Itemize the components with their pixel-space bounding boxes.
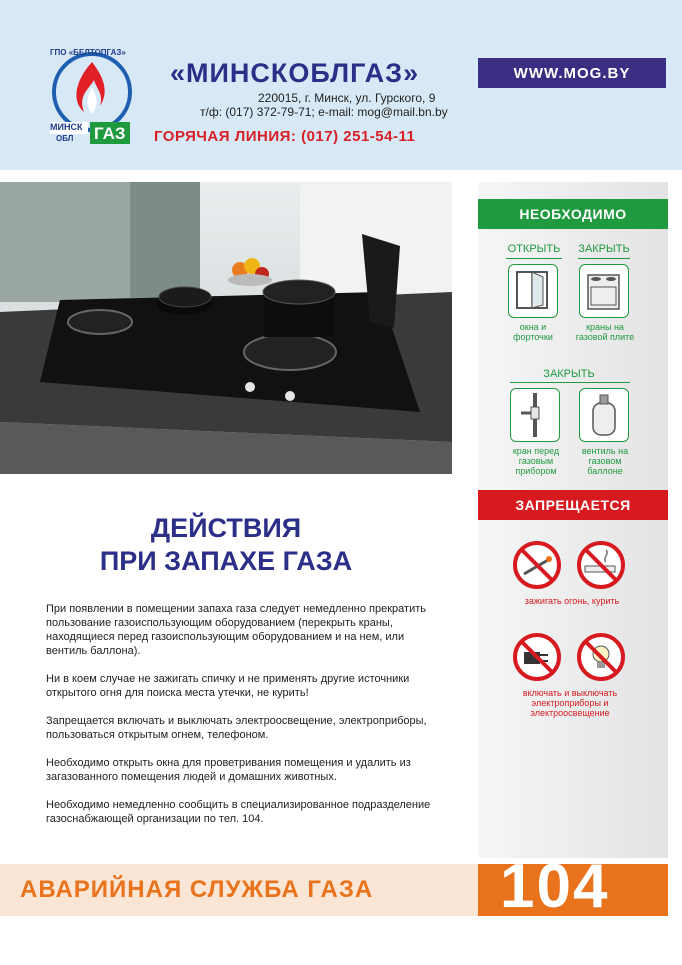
required-heading: НЕОБХОДИМО bbox=[478, 199, 668, 229]
emergency-number: 104 bbox=[500, 852, 610, 921]
main-title-line2: ПРИ ЗАПАХЕ ГАЗА bbox=[99, 546, 353, 576]
company-address: 220015, г. Минск, ул. Гурского, 9 bbox=[258, 91, 436, 105]
logo-text-gaz: ГАЗ bbox=[94, 124, 126, 143]
instruction-paragraph: Необходимо немедленно сообщить в специализированное подразделение газоснабжающей организации по тел. 104. bbox=[46, 799, 431, 825]
instruction-paragraph: Необходимо открыть окна для проветривания помещения и удалить из загазованного помещения людей и домашних животных. bbox=[46, 757, 411, 783]
open-label: ОТКРЫТЬ bbox=[507, 243, 561, 255]
window-caption: окна и форточки bbox=[513, 322, 553, 342]
logo-top-text: ГПО «БЕЛТОПГАЗ» bbox=[50, 48, 126, 57]
gas-valve-icon bbox=[510, 388, 560, 442]
forbidden-caption-fire: зажигать огонь, курить bbox=[524, 596, 620, 606]
no-smoking-icon bbox=[576, 540, 626, 590]
no-match-icon bbox=[512, 540, 562, 590]
no-plug-icon bbox=[512, 632, 562, 682]
instructions-text bbox=[46, 602, 446, 840]
window-icon bbox=[508, 264, 558, 318]
safety-panel bbox=[478, 182, 668, 858]
main-title-line1: ДЕЙСТВИЯ bbox=[150, 513, 302, 543]
cylinder-caption: вентиль на газовом баллоне bbox=[581, 446, 629, 476]
divider bbox=[510, 382, 630, 383]
gas-cylinder-icon bbox=[579, 388, 629, 442]
forbidden-caption-electric: включать и выключать электроприборы и электроосвещение bbox=[522, 688, 618, 718]
logo-text-obl: ОБЛ bbox=[56, 134, 74, 143]
hotline-text: ГОРЯЧАЯ ЛИНИЯ: (017) 251-54-11 bbox=[154, 128, 416, 145]
emergency-service-label: АВАРИЙНАЯ СЛУЖБА ГАЗА bbox=[20, 876, 374, 903]
website-link[interactable]: WWW.MOG.BY bbox=[478, 58, 666, 88]
instruction-paragraph: При появлении в помещении запаха газа следует немедленно прекратить пользование газоиспользующим оборудованием (перекрыть краны, находящиеся перед газоиспользующим оборудованием и на нем, или вентиль баллона). bbox=[46, 603, 426, 657]
kitchen-stove-photo bbox=[0, 182, 452, 474]
minskoblgaz-logo bbox=[44, 48, 144, 148]
divider bbox=[578, 258, 630, 259]
stove-caption: краны на газовой плите bbox=[575, 322, 635, 342]
main-title bbox=[0, 512, 452, 578]
logo-text-minsk: МИНСК bbox=[50, 122, 83, 132]
no-light-switch-icon bbox=[576, 632, 626, 682]
forbidden-heading: ЗАПРЕЩАЕТСЯ bbox=[478, 490, 668, 520]
instruction-paragraph: Запрещается включать и выключать электроосвещение, электроприборы, пользоваться открытым огнем, телефоном. bbox=[46, 715, 427, 741]
close-label-2: ЗАКРЫТЬ bbox=[543, 368, 595, 380]
company-title: «МИНСКОБЛГАЗ» bbox=[170, 58, 420, 88]
close-label: ЗАКРЫТЬ bbox=[578, 243, 630, 255]
valve-caption: кран перед газовым прибором bbox=[512, 446, 560, 476]
instruction-paragraph: Ни в коем случае не зажигать спичку и не применять другие источники открытого огня для поиска места утечки, не курить! bbox=[46, 673, 410, 699]
divider bbox=[506, 258, 562, 259]
company-contacts: т/ф: (017) 372-79-71; e-mail: mog@mail.bn.by bbox=[200, 105, 448, 119]
gas-stove-icon bbox=[579, 264, 629, 318]
